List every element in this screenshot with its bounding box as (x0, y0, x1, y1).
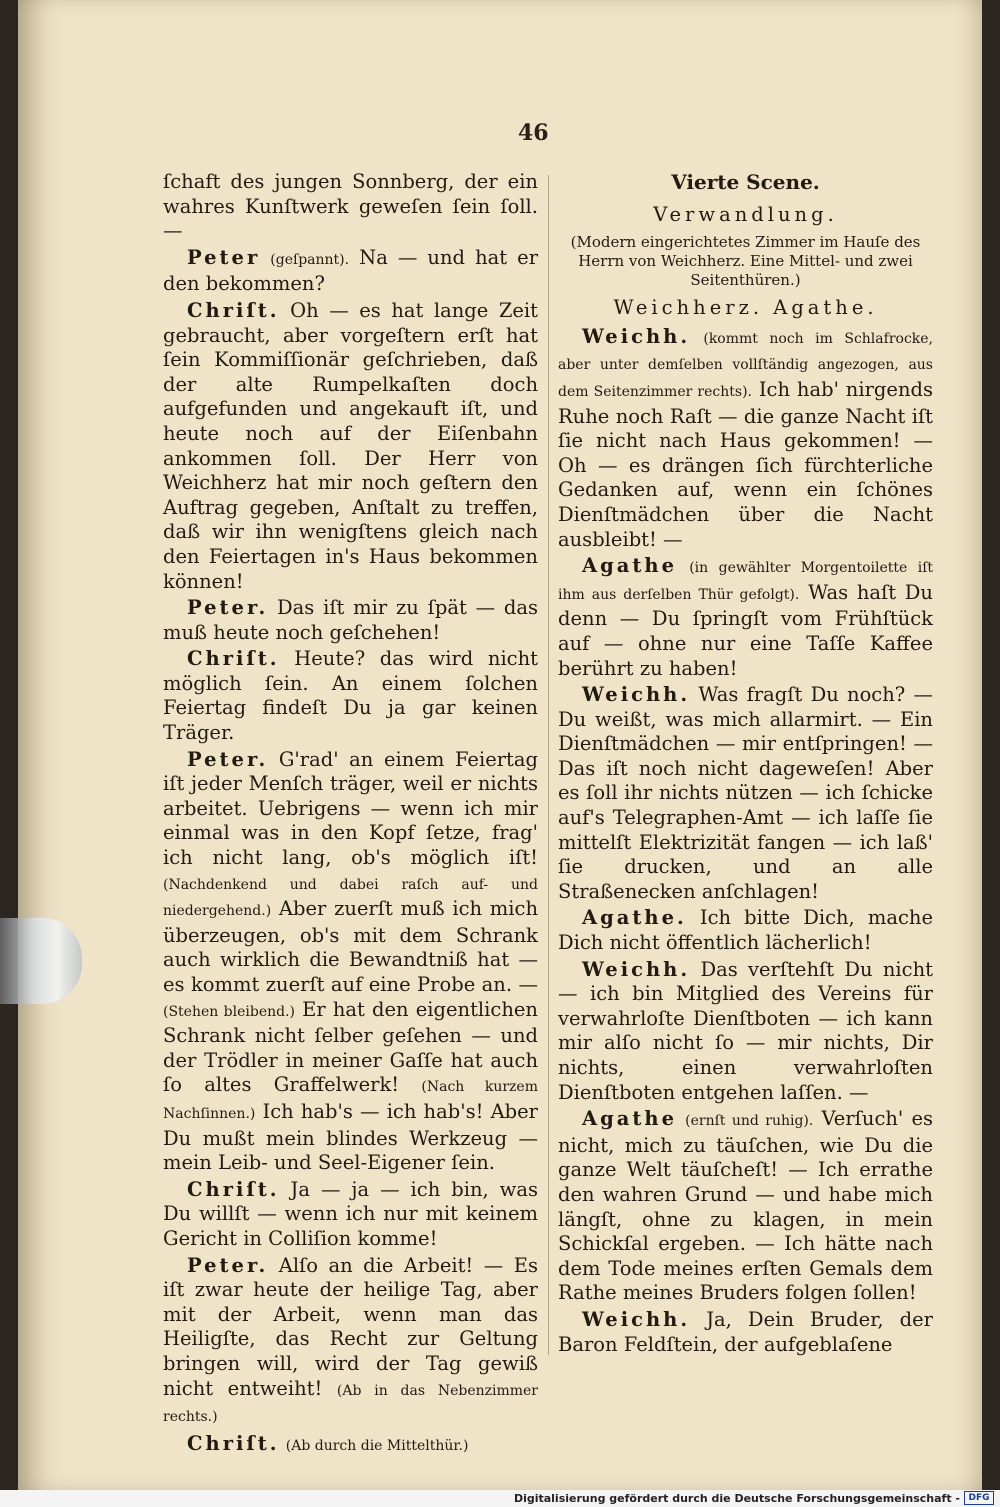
speech-paragraph (163, 170, 538, 244)
speech-paragraph (558, 1308, 933, 1357)
page-number: 46 (518, 120, 549, 146)
speech-text: Verſuch' es nicht, mich zu täuſchen, wie Du die ganze Welt täuſcheſt! — Ich errathe den wahren Grund — und habe mich längſt, ohne zu klagen, in mein Schickſal ergeben. — Ich hätte nach dem Tode meines erſten Gemals dem Rathe meines Bruders folgen ſollen! (558, 1107, 933, 1305)
speech-text: Er hat den eigentlichen Schrank nicht ſelber geſehen — und der Trödler in meiner Gaſſe hat auch ſo altes Graffelwerk! (163, 997, 538, 1097)
footer-text: Digitalisierung gefördert durch die Deutsche Forschungsgemeinschaft - (513, 1492, 960, 1505)
stage-direction-inline: (Ab durch die Mittelthür.) (285, 1437, 469, 1454)
stage-direction: (Modern eingerichtetes Zimmer im Hauſe des Herrn von Weichherz. Eine Mittel- und zwei Seitenthüren.) (570, 233, 921, 290)
speech-text: Alſo an die Arbeit! — Es iſt zwar heute der heilige Tag, aber mit der Arbeit, wenn man das Heiligſte, das Recht zur Geltung bringen will, wird der Tag gewiß nicht entweiht! (163, 1253, 538, 1400)
speech-text: Ich hab' nirgends Ruhe noch Raſt — die ganze Nacht iſt ſie nicht nach Haus gekommen! — Oh — es drängen ſich fürchterliche Gedanken auf, wenn ein ſchönes Dienſtmädchen über die Nacht ausbleibt! — (558, 377, 933, 551)
speaker-name: Weichh. (582, 957, 691, 981)
character-list: Weichherz. Agathe. (613, 296, 878, 320)
page-clip (0, 918, 82, 1004)
speech-paragraph (558, 683, 933, 904)
stage-direction-inline: (Stehen bleibend.) (163, 1003, 296, 1020)
speech-text: Ich hab's — ich hab's! Aber Du mußt mein blindes Werkzeug — mein Leib- und Seel-Eigener ſein. (163, 1099, 538, 1175)
speaker-name: Agathe (582, 1107, 677, 1131)
speaker-name: Chriſt. (187, 647, 280, 671)
speaker-name: Peter. (187, 747, 269, 771)
speech-paragraph (163, 748, 538, 1176)
stage-direction-inline: (Ab in das Nebenzimmer rechts.) (163, 1382, 538, 1426)
speaker-name: Peter. (187, 1253, 269, 1277)
stage-direction-inline: (kommt noch im Schlafrocke, aber unter demſelben vollſtändig angezogen, aus dem Seitenzimmer rechts). (558, 330, 933, 400)
speech-paragraph (163, 1254, 538, 1430)
book-page (18, 0, 982, 1490)
speech-paragraph (558, 325, 933, 552)
speech-text: Ja, Dein Bruder, der Baron Feldſtein, der aufgeblaſene (558, 1307, 933, 1356)
speaker-name: Peter. (187, 596, 269, 620)
speech-paragraph (163, 299, 538, 594)
stage-direction-inline: (geſpannt). (270, 251, 350, 268)
speaker-name: Weichh. (582, 324, 691, 348)
speech-text: Aber zuerſt muß ich mich überzeugen, ob's mit dem Schrank auch wirklich die Bewandtniß hat — es kommt zuerſt auf eine Probe an. — (163, 897, 538, 996)
right-column (558, 170, 933, 1359)
speech-text: Was fragſt Du noch? — Du weißt, was mich allarmirt. — Ein Dienſtmädchen — mir entſpringen! — Das iſt noch nicht dageweſen! Aber es ſoll ihr nichts nützen — ich ſchicke auf's Telegraphen-Amt — ich laſſe ſie mittelſt Elektrizität fangen — ich laß' ſie drucken, und an alle Straßenecken anſchlagen! (558, 683, 933, 903)
speaker-name: Chriſt. (187, 1431, 280, 1455)
verwandlung-heading: Verwandlung. (653, 202, 838, 226)
column-divider (548, 175, 549, 1355)
speaker-name: Peter (187, 245, 261, 269)
speech-text: Was haſt Du denn — Du ſpringſt vom Frühſtück auf — ohne nur eine Taſſe Kaffee berührt zu haben! (558, 580, 933, 680)
right-speeches (558, 325, 933, 1357)
speech-text: G'rad' an einem Feiertag iſt jeder Menſch träger, weil er nichts arbeitet. Uebrigens — wenn ich mir einmal was in den Kopf ſetze, frag' ich nicht lang, ob's möglich iſt! (163, 747, 538, 870)
speech-paragraph (163, 596, 538, 645)
speech-paragraph (163, 1178, 538, 1252)
speaker-name: Chriſt. (187, 298, 280, 322)
speech-text: Das iſt mir zu ſpät — das muß heute noch geſchehen! (163, 596, 538, 644)
left-column (163, 170, 538, 1460)
speech-paragraph (558, 1107, 933, 1306)
speech-paragraph (163, 1432, 538, 1459)
footer-bar (0, 1490, 1000, 1507)
speech-text: Heute? das wird nicht möglich ſein. An einem ſolchen Feiertag findeſt Du ja gar keinen Träger. (163, 647, 538, 745)
speaker-name: Chriſt. (187, 1177, 280, 1201)
speech-paragraph (558, 554, 933, 681)
speech-paragraph (163, 246, 538, 297)
dfg-logo-icon: DFG (964, 1491, 994, 1505)
speaker-name: Agathe (582, 554, 677, 578)
speaker-name: Agathe. (582, 906, 687, 930)
speaker-name: Weichh. (582, 1307, 691, 1331)
speech-paragraph (163, 647, 538, 745)
scene-heading: Vierte Scene. (671, 170, 820, 194)
speech-text: ſchaft des jungen Sonnberg, der ein wahres Kunſtwerk geweſen ſein ſoll. — (163, 170, 538, 243)
stage-direction-inline: (Nach kurzem Nachſinnen.) (163, 1079, 538, 1122)
stage-direction-inline: (in gewählter Morgentoilette iſt ihm aus derſelben Thür gefolgt). (558, 560, 933, 603)
speech-text: Ja — ja — ich bin, was Du willſt — wenn ich nur mit keinem Gericht in Colliſion komme! (163, 1177, 538, 1250)
speaker-name: Weichh. (582, 683, 691, 707)
speech-text: Das verſtehſt Du nicht — ich bin Mitglied des Vereins für verwahrloſte Dienſtboten — ich kann mir alſo nicht ſo — mir nichts, Dir nichts, einen verwahrloſten Dienſtboten entgehen laſſen. — (558, 957, 933, 1104)
stage-direction-inline: (Nachdenkend und dabei raſch auf- und niedergehend.) (163, 876, 538, 920)
speech-paragraph (558, 906, 933, 955)
speech-text: Ich bitte Dich, mache Dich nicht öffentlich lächerlich! (558, 906, 933, 955)
speech-text: Oh — es hat lange Zeit gebraucht, aber vorgeſtern erſt hat ſein Kommiſſionär geſchrieben, daß der alte Rumpelkaſten doch aufgefunden und angekauft iſt, und heute noch auf der Eiſenbahn ankommen ſoll. Der Herr von Weichherz hat mir noch geſtern den Auftrag gegeben, Anſtalt zu treffen, daß wir ihn wenigſtens gleich nach den Feiertagen in's Haus bekommen können! (163, 298, 539, 593)
speech-paragraph (558, 958, 933, 1106)
speech-text: Na — und hat er den bekommen? (163, 245, 539, 296)
stage-direction-inline: (ernſt und ruhig). (685, 1113, 814, 1130)
